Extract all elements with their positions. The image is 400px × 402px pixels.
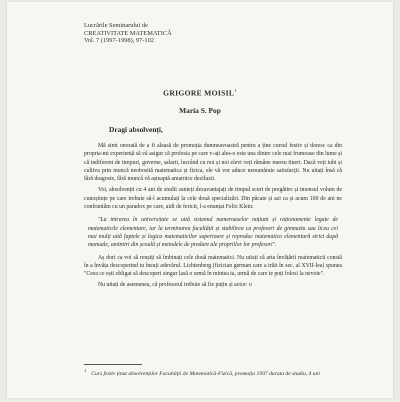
footnote-divider <box>84 364 142 365</box>
journal-line-3: Vol. 7 (1997-1998), 97-102 <box>84 37 154 45</box>
journal-line-2: CREATIVITATE MATEMATICĂ <box>84 29 172 37</box>
klein-quote: "La intrarea în universitate se uită sistemul numeroaselor noțiuni și raționamente legate de matematicile elementare, iar la terminarea facultății și stabilirea ca profesori de gimnaziu sau liceu cei mai mulți uită faptele și logica matematicilor superioare și reproduc matematica elementară strict după manuale, amintiri din școală și metodele de predare ale propriilor lor profesori". <box>88 217 338 249</box>
paragraph-2: Voi, absolvenții cu 4 ani de studii sunteți dezavantajați de timpul scurt de pregătire și imensul volum de cunoștințe pe care trebuie să-l acumulați la cele două specializări. Din păcate și azi ca și acum 100 de ani ne confruntăm cu un paradox pe care, aidi de fericit, l-a enunțat Felix Klein: <box>84 187 342 211</box>
journal-line-1: Lucrările Seminarului de <box>84 22 148 29</box>
title-footnote-mark: 1 <box>234 88 237 93</box>
footnote-text: Curs festiv ținut absolvenților Facultății de Matematică-Fizică, promoția 1997 durata de studiu, 4 ani <box>91 370 320 377</box>
title-text: GRIGORE MOISIL <box>163 88 235 98</box>
paragraph-3: Aș dori ca voi să reușiți să îmbinați cele două matematici. Nu uitați că arta învățării matematicii constă în a învăța descoperind tu însuți adevărul. Lichtenberg (fizician german care a trăit în sec. al XVII-lea) spunea "Ceea ce ești obligat să descoperi singur lasă o urmă în mintea ta, urmă de care te poți folosi la nevoie". <box>84 254 342 278</box>
paragraph-1: Mă simt onorată de a fi aleasă de promoția dumneavoastră pentru a ține cursul festiv și doresc ca din propria-mi experiență să vă asigur că profesia pe care v-ați ales-o este una dintre cele mai frumoase din lume și că indiferent de timpuri, guverne, salarii, lucrând cu noi și noi elevi veți rămâne mereu tineri. Dacă veți iubi și cultiva prin muncă neobosită matematica și fizica, ele vă vor aduce nenumărate satisfacții. Nu uitați însă că fără dragoste, fără muncă vă așteaptă amarnice deziluzii. <box>84 143 342 183</box>
journal-header <box>84 22 172 45</box>
body-text <box>84 142 342 293</box>
document-page <box>7 2 393 398</box>
footnote-mark: 1 <box>84 368 87 373</box>
author-name: Maria S. Pop <box>179 106 221 115</box>
greeting: Dragi absolvenți, <box>109 125 163 134</box>
page-title <box>7 88 393 98</box>
paragraph-4: Nu uitați de asemenea, că profesorul trebuie să fie puțin și actor: o <box>98 282 252 289</box>
footnote <box>84 367 342 378</box>
